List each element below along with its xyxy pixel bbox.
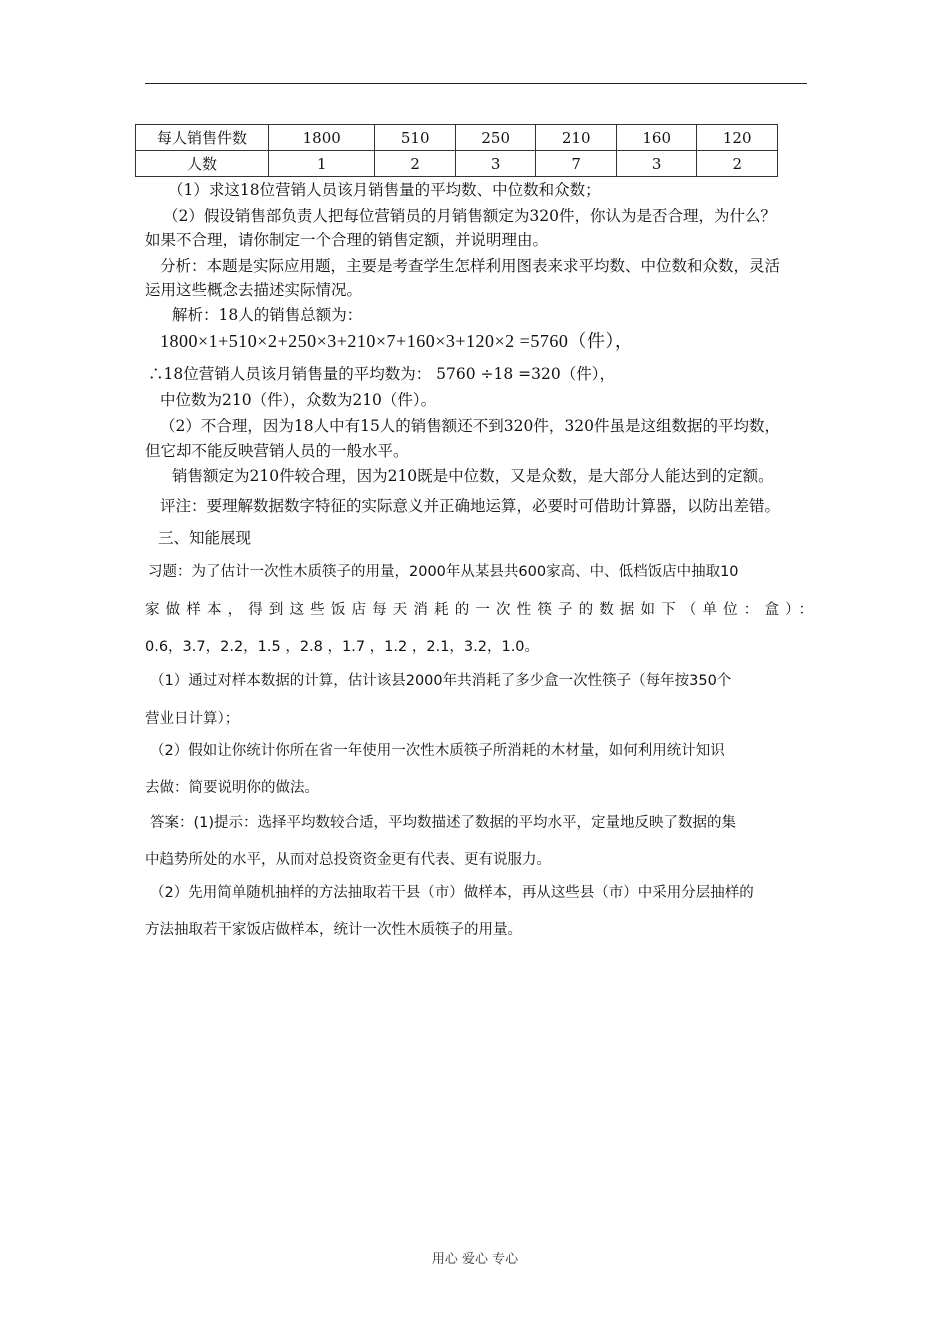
- table-cell: 3: [616, 151, 697, 177]
- page-footer: 用心 爱心 专心: [431, 1252, 519, 1267]
- answer-hint: 答案：(1)提示：选择平均数较合适，平均数描述了数据的平均水平，定量地反映了数据的集: [150, 815, 737, 831]
- table-cell: 2: [697, 151, 778, 177]
- section-heading: 三、知能展现: [158, 529, 252, 547]
- table-cell: 250: [455, 125, 536, 151]
- sales-table: [135, 124, 778, 177]
- exercise-q1-cont: 营业日计算）；: [145, 711, 240, 727]
- exercise-intro: 习题：为了估计一次性木质筷子的用量，2000年从某县共600家高、中、低档饭店中抽取10: [148, 564, 739, 580]
- answer-hint-cont: 中趋势所处的水平，从而对总投资资金更有代表、更有说服力。: [145, 852, 551, 868]
- table-cell: 2: [375, 151, 456, 177]
- exercise-intro-cont-text: 家做样本，得到这些饭店每天消耗的一次性筷子的数据如下（单位：盒）：: [145, 602, 813, 618]
- question-2-cont: 如果不合理，请你制定一个合理的销售定额，并说明理由。: [145, 231, 549, 249]
- analysis-cont: 运用这些概念去描述实际情况。: [145, 281, 363, 299]
- commentary: 评注：要理解数据数字特征的实际意义并正确地运算，必要时可借助计算器，以防出差错。: [160, 497, 781, 515]
- table-cell: 210: [536, 125, 617, 151]
- table-cell: 1800: [269, 125, 375, 151]
- header-rule: [145, 83, 807, 84]
- table-cell: 1: [269, 151, 375, 177]
- exercise-intro-cont: [145, 600, 813, 620]
- analysis: 分析：本题是实际应用题，主要是考查学生怎样利用图表来求平均数、中位数和众数，灵活: [160, 257, 781, 275]
- answer-2-cont: 但它却不能反映营销人员的一般水平。: [145, 442, 409, 460]
- table-cell: 510: [375, 125, 456, 151]
- question-2: （2）假设销售部负责人把每位营销员的月销售额定为320件，你认为是否合理，为什么？: [163, 207, 776, 225]
- exercise-q2-cont: 去做：简要说明你的做法。: [145, 780, 319, 796]
- answer-method-cont: 方法抽取若干家饭店做样本，统计一次性木质筷子的用量。: [145, 922, 522, 938]
- exercise-q1: （1）通过对样本数据的计算，估计该县2000年共消耗了多少盒一次性筷子（每年按350个: [150, 673, 732, 689]
- table-cell: 7: [536, 151, 617, 177]
- sum-formula: 1800×1+510×2+250×3+210×7+160×3+120×2 =5760（件），: [160, 331, 634, 351]
- table-cell: 160: [616, 125, 697, 151]
- question-1: （1）求这18位营销人员该月销售量的平均数、中位数和众数；: [168, 181, 601, 199]
- table-cell: 3: [455, 151, 536, 177]
- table-cell: 120: [697, 125, 778, 151]
- exercise-data: 0.6，3.7，2.2，1.5 ，2.8 ，1.7 ，1.2 ，2.1，3.2，1.0。: [145, 639, 540, 655]
- row-header-sales: 每人销售件数: [136, 125, 269, 151]
- answer-method: （2）先用简单随机抽样的方法抽取若干县（市）做样本，再从这些县（市）中采用分层抽样的: [150, 885, 754, 901]
- row-header-count: 人数: [136, 151, 269, 177]
- exercise-q2: （2）假如让你统计你所在省一年使用一次性木质筷子所消耗的木材量，如何利用统计知识: [150, 743, 725, 759]
- answer-2: （2）不合理，因为18人中有15人的销售额还不到320件，320件虽是这组数据的平均数，: [160, 417, 780, 435]
- median-mode-result: 中位数为210（件），众数为210（件）。: [160, 391, 437, 409]
- table-row: [136, 151, 778, 177]
- solution-heading: 解析：18人的销售总额为：: [172, 306, 363, 324]
- table-row: [136, 125, 778, 151]
- quota-suggestion: 销售额定为210件较合理，因为210既是中位数，又是众数，是大部分人能达到的定额。: [172, 467, 774, 485]
- mean-result: ∴18位营销人员该月销售量的平均数为： 5760 ÷18 =320（件），: [148, 365, 615, 383]
